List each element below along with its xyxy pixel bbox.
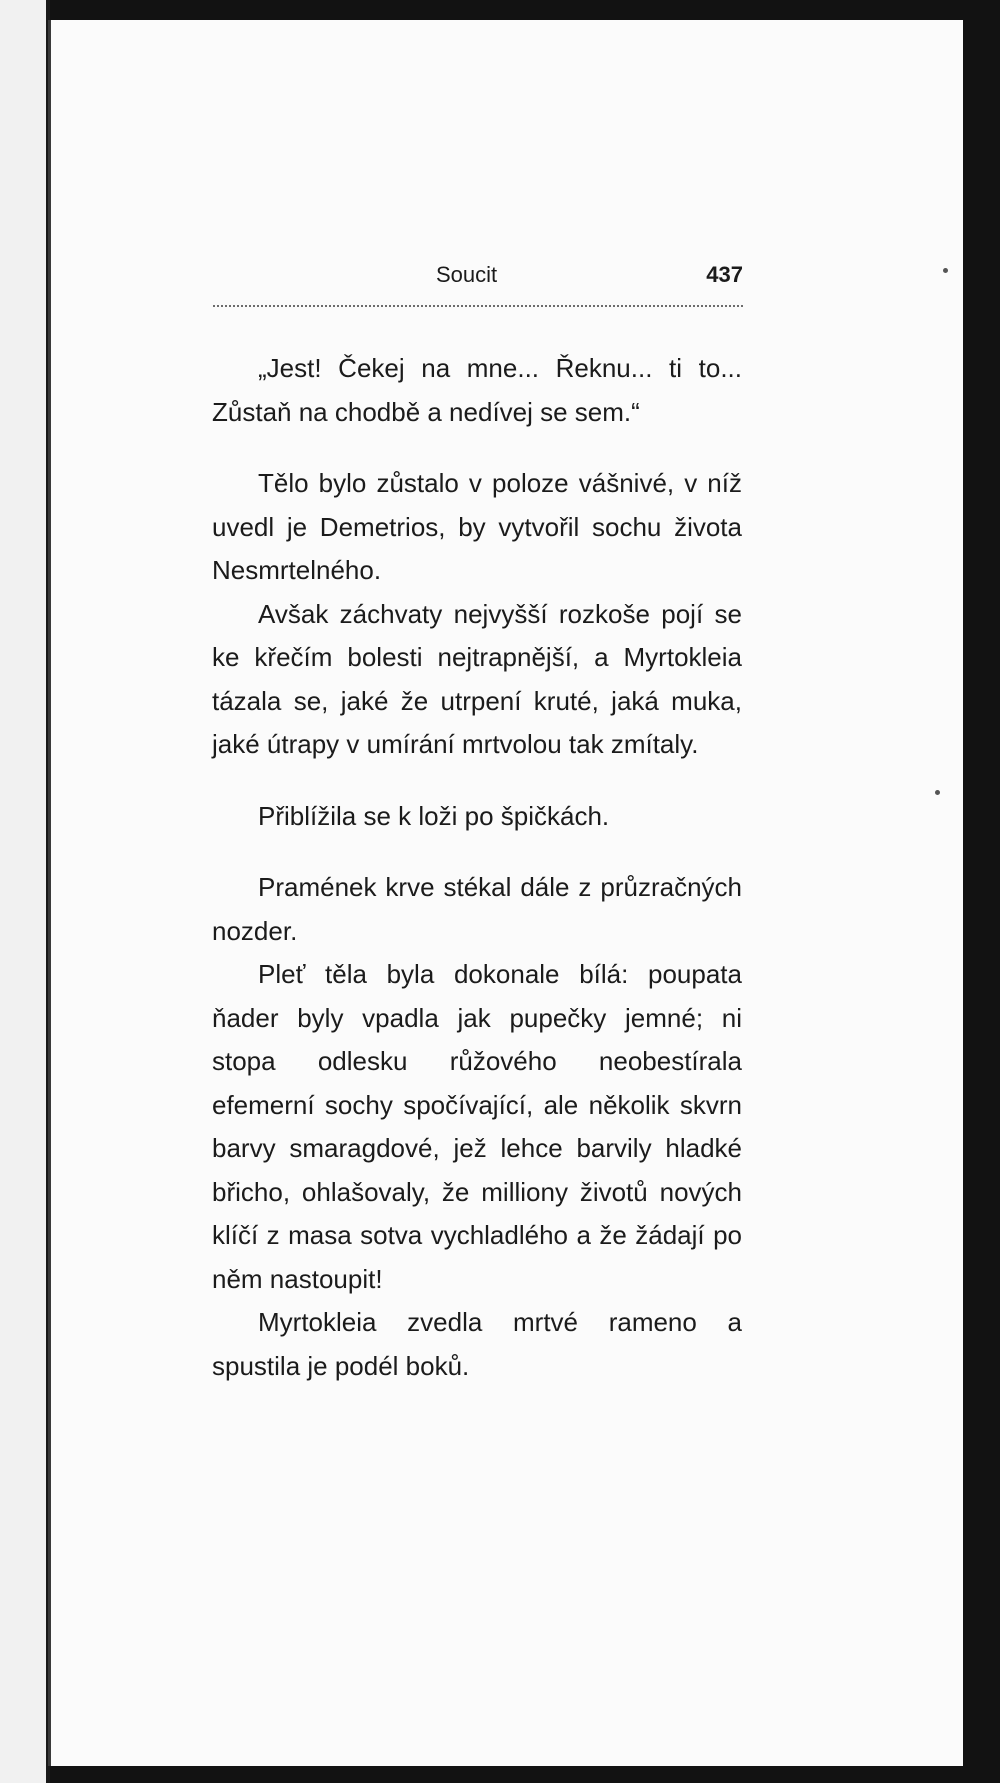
running-title: Soucit	[436, 262, 498, 287]
paragraph: Přiblížila se k loži po špičkách.	[258, 800, 610, 831]
paragraph: Myrtokleia zvedla mrtvé rameno a spustila je podél boků.	[212, 1307, 742, 1381]
paragraph: „Jest! Čekej na mne... Řeknu... ti to... Zůstaň na chodbě a nedívej se sem.“	[212, 353, 742, 427]
page-number: 437	[706, 262, 743, 287]
paragraph: Avšak záchvaty nejvyšší rozkoše pojí se ke křečím bolesti nejtrapnější, a Myrtokleia tázala se, jaké že utrpení kruté, jaká muka, jaké útrapy v umírání mrtvolou tak zmítaly.	[212, 598, 742, 759]
paragraph: Pleť těla byla dokonale bílá: poupata ňader byly vpadla jak pupečky jemné; ni stopa odlesku růžového neobestírala efemerní sochy spočívající, ale několik skvrn barvy smaragdové, jež lehce barvily hladké břicho, ohlašovaly, že milliony životů nových klíčí z masa sotva vychladlého a že žádají po něm nastoupit!	[212, 959, 742, 1294]
header-rule	[213, 305, 743, 307]
body-text	[212, 347, 742, 1388]
paragraph: Tělo bylo zůstalo v poloze vášnivé, v níž uvedl je Demetrios, by vytvořil sochu života Nesmrtelného.	[212, 468, 742, 585]
margin-speck	[943, 268, 948, 273]
margin-speck	[935, 790, 940, 795]
page-header	[213, 258, 743, 308]
facing-page-edge	[0, 0, 50, 1783]
paragraph: Pramének krve stékal dále z průzračných nozder.	[212, 872, 742, 946]
